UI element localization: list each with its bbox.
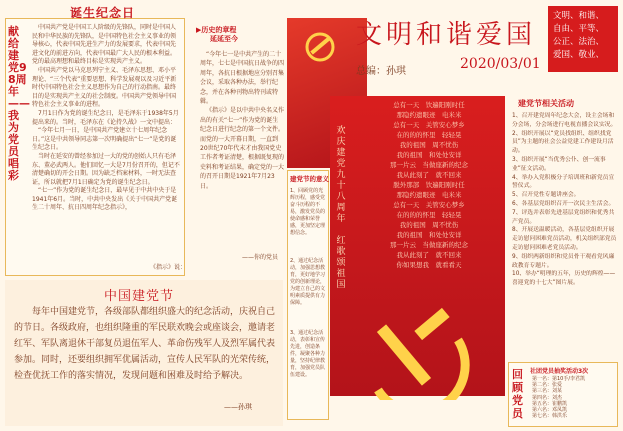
editor-credit: 总编：孙琪: [356, 66, 406, 77]
dedication-vertical-title: 献给建党98周年——我为党员唱彩: [8, 25, 30, 182]
review-list-item: 第六名：邓凤凯: [532, 407, 568, 414]
birthday-paragraph: 7月1日作为党的诞生纪念日，是毛泽东于1938年5月提出来的。当时，毛泽东在《论持久战》一文中提出：: [32, 109, 179, 126]
review-list-item: 第三名：刘某: [532, 388, 563, 395]
core-values-line: 文明、和谐、: [553, 11, 605, 21]
poem-line: 总有一天 饮遍阳刚时任: [393, 101, 465, 109]
poem-line: 我的祖国 和处处安详: [396, 151, 462, 159]
review-list: [532, 376, 585, 419]
poem-line: 我的祖国 周不忧伤: [399, 221, 459, 229]
core-values-box: [548, 6, 618, 72]
activity-item: 2、组织开展以“党员找组织、组织找党员”为主题的社会公益党建工作建设月活动。: [512, 130, 614, 155]
activity-item: 6、各基层党组织召开一次民主生活会。: [512, 200, 615, 207]
history-paragraph: 《指示》是以中共中央名义作出的有关“七一”作为党的诞生纪念日进行纪念的第一个文件。而党的一大开幕日期，一直到20世纪70年代末才由我国党史工作者考证清楚，根据既复现的史料和考证结果，确定党的一大的召开日期是1921年7月23日。: [200, 107, 285, 190]
poem-line: 脱外那部 饮遍阳刚时任: [393, 181, 465, 189]
history-article: [200, 50, 284, 191]
history-paragraph: “今年七一是中共产生的二十周年，七七是中国抗日战争的四周年，各抗日根据地应分别召集会议，采取各种办法，举行纪念，并在各种刊物出特刊或特辑。: [200, 51, 285, 106]
poem-line: 你如果想我 就看看天: [396, 261, 462, 269]
activities-title: 建党节相关活动: [518, 99, 574, 108]
activity-item: 3、组织开展“当优秀公仆、创一流事业”征文活动。: [512, 156, 606, 172]
core-values-line: 自由、平等、: [553, 24, 605, 34]
festival-text: 每年中国建党节，各级部队都组织盛大的纪念活动，庆祝自己的节日。各级政府，也组织隆重的军民联欢晚会或座谈会，邀请老红军、军队离退休干部复员退伍军人、革命伤残军人及烈军属代表参加。同时，还要组织拥军优属活动，宣传人民军队的光荣传统，检查优抚工作的落实情况，发现问题和困难及时给予解决。: [14, 307, 276, 381]
activity-item: 1、召开建党周年纪念大会，设主会场和分会场，分会场进行电视直播会议实况。: [512, 113, 617, 128]
festival-author: ——孙琪: [224, 403, 252, 411]
red-song-vertical-text: 红歌颂祖国: [336, 236, 346, 290]
poem-line: 总有一天 关管安心梦乡: [393, 201, 465, 209]
review-list-item: 第二名：张爱: [532, 382, 563, 389]
activity-item: 4、举办入党积极分子培训班和新党员宣誓仪式。: [512, 174, 615, 190]
poem-line: 我从此刻了 就不回来: [396, 171, 462, 179]
poem-line: 那一片云 当做座新的纪念: [390, 241, 468, 249]
activity-item: 10、举办“明理的五年，历史的辉煌——喜迎党的十七大”图片展。: [512, 271, 616, 287]
party-emblem-icon: [358, 300, 478, 400]
activities-list: [512, 112, 617, 288]
celebration-vertical-text: 欢庆建党九十八周年: [336, 126, 346, 224]
poem-line: 我从此刻了 就不回来: [396, 251, 462, 259]
activity-item: 7、评选并表彰先进基层党组织和优秀共产党员。: [512, 209, 615, 225]
poem-lines: [358, 100, 500, 270]
history-heading-line: ▶历史的章程: [196, 26, 237, 34]
poem-line: 我的祖国 周不忧伤: [399, 141, 459, 149]
review-title: 社团党员抽奖活动3次: [530, 368, 589, 375]
history-heading: [196, 26, 238, 44]
significance-item: 2、通过纪念活动，加强思想教育，更好地学习党的创新理论，为建立自己的文明素质提供有力保障。: [290, 258, 326, 306]
significance-title: 建党节的意义: [290, 175, 329, 183]
birthday-paragraph: 当时在延安的曾经参加过一大的党的创始人只有毛泽东、董必武两人。他们回忆一大是7月份召开的，但记不清楚确切的开会日期。因为缺乏档案材料，一时无法查证，所以就把7月1日确定为党的诞生纪念日。: [32, 152, 180, 186]
activity-item: 9、组织两新组织和党员骨干观看党风廉政教育专题片。: [512, 253, 615, 269]
poem-line: 在的的的怀里 轻轻晃: [396, 211, 462, 219]
birthday-paragraph: 中国共产党是中国工人阶级的先锋队，同时是中国人民和中华民族的先锋队，是中国特色社会主义事业的领导核心，代表中国先进生产力的发展要求，代表中国先进文化的前进方向，代表中国最广大人民的根本利益。党的最高理想和最终目标是实现共产主义。: [32, 24, 177, 66]
birthday-article: [32, 24, 180, 213]
poem-line: 总有一天 关管安心梦乡: [393, 121, 465, 129]
history-author: ——你的党员: [242, 254, 279, 261]
poem-line: 那隐约遗眼迹 电米米: [396, 191, 462, 199]
birthday-section-title: 诞生纪念日: [70, 6, 136, 20]
poem-line: 在的的的怀里 轻轻晃: [396, 131, 462, 139]
significance-item: 1、回顾党的光辉历程，感受党奋斗历程的不易，激发党员的使命感和荣誉感，更加坚定理想信念。: [290, 188, 326, 236]
hammer-sickle-icon: [295, 30, 345, 64]
activity-item: 8、开展送温暖活动，各基层党组织开展走访慰问困难党员活动，机关组织部党员走访慰问困难老党员活动。: [512, 227, 617, 251]
birthday-paragraph: 中国共产党以马克思列宁主义、毛泽东思想、邓小平理论、“三个代表”重要思想、科学发展观以及习近平新时代中国特色社会主义思想作为自己的行动指南。最终目的是实现共产主义的社会制度。中国共产党领导中国特色社会主义事业的进程。: [32, 66, 177, 109]
review-list-item: 第四名：刘杰: [532, 394, 563, 401]
history-heading-line: 延延至今: [210, 35, 238, 43]
birthday-signature: 《指示》说：: [150, 264, 187, 271]
significance-item: 3、通过纪念活动，表彰和宣传先进，创造条件，凝聚各种力量，坚持纪律教育，加强党员队伍建设。: [290, 330, 326, 378]
review-vertical-title: 回顾党员: [512, 368, 523, 420]
review-list-item: 第一名：第10手/李君凯: [532, 376, 586, 382]
birthday-paragraph: “七一”作为党的诞生纪念日，最早见于中共中央于是1941年6月。当时，中共中央发出《关于中国共产党诞生二十周年、抗日四周年纪念指示》，: [32, 187, 178, 212]
masthead-title: 文明和谐爱国: [356, 20, 537, 50]
activity-item: 5、召开党性专题讲座会。: [512, 192, 580, 199]
poem-line: 那隐约遗眼迹 电米米: [396, 111, 462, 119]
core-values-line: 爱国、敬业、: [553, 50, 605, 60]
poem-line: 我的祖国 和处处安详: [396, 231, 462, 239]
festival-title: 中国建党节: [104, 289, 175, 304]
issue-date: 2020/03/01: [460, 56, 541, 72]
review-list-item: 第五名：崔鹏凯: [532, 400, 568, 407]
birthday-paragraph: “今年七月一日，是中国共产党建立十七周年纪念日。”这是中共领导同志第一次明确提出“七一”是党的诞生纪念日。: [32, 127, 177, 152]
core-values-line: 公正、法治、: [553, 37, 605, 47]
review-list-item: 第七名：韩洪乐: [532, 413, 568, 420]
poem-line: 那一片云 当做座新的纪念: [390, 161, 468, 169]
